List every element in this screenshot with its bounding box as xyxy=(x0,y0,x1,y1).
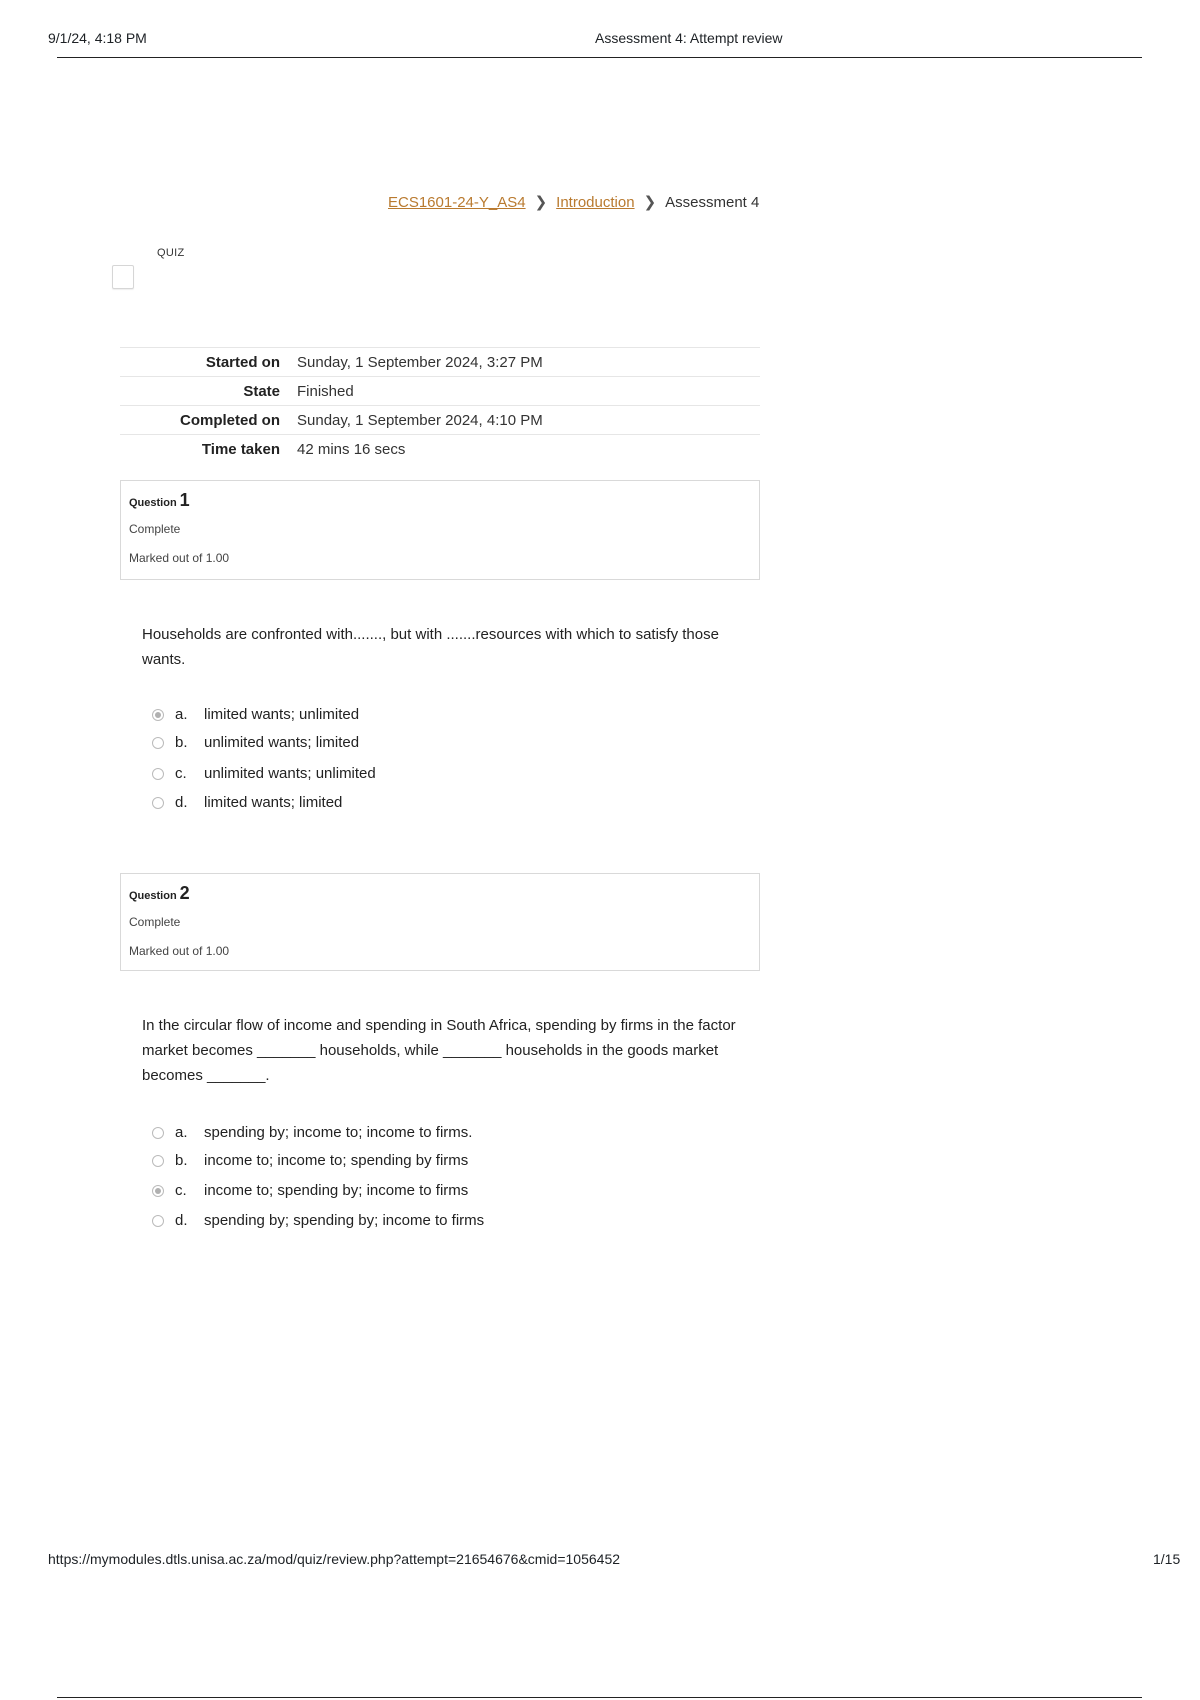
answer-letter: a. xyxy=(175,1124,188,1141)
summary-label: Time taken xyxy=(201,440,280,458)
answer-letter: d. xyxy=(175,1212,188,1229)
answer-letter: a. xyxy=(175,706,188,723)
answer-text: spending by; income to; income to firms. xyxy=(204,1124,473,1141)
chevron-right-icon: ❯ xyxy=(643,194,657,211)
answer-letter: b. xyxy=(175,734,188,751)
radio-icon[interactable] xyxy=(152,737,164,749)
breadcrumb-section-link[interactable]: Introduction xyxy=(556,193,635,211)
print-footer-url: https://mymodules.dtls.unisa.ac.za/mod/quiz/review.php?attempt=21654676&cmid=1056452 xyxy=(48,1551,621,1567)
chevron-right-icon: ❯ xyxy=(534,194,548,211)
answer-option[interactable] xyxy=(152,1124,472,1141)
breadcrumb-current: Assessment 4 xyxy=(665,193,760,211)
radio-icon[interactable] xyxy=(152,1155,164,1167)
question-text: Households are confronted with......., but with .......resources with which to satisfy those wants. xyxy=(142,626,719,668)
radio-selected-icon[interactable] xyxy=(152,1185,164,1197)
question-text: In the circular flow of income and spending in South Africa, spending by firms in the factor market becomes _______ households, while _______ households in the goods market becomes _______. xyxy=(142,1017,736,1084)
question-info-box xyxy=(120,480,760,580)
summary-row-time-taken xyxy=(120,435,760,464)
question-state: Complete xyxy=(129,522,181,536)
print-datetime: 9/1/24, 4:18 PM xyxy=(48,30,147,46)
answer-text: limited wants; unlimited xyxy=(204,706,360,723)
question-info-box xyxy=(120,873,760,971)
radio-icon[interactable] xyxy=(152,1127,164,1139)
answer-option[interactable] xyxy=(152,1182,468,1199)
answer-text: unlimited wants; limited xyxy=(204,734,360,751)
summary-label: Started on xyxy=(205,353,280,371)
answer-option[interactable] xyxy=(152,706,359,723)
answer-text: income to; income to; spending by firms xyxy=(204,1152,469,1169)
print-page-title: Assessment 4: Attempt review xyxy=(595,30,783,46)
question-label: Question xyxy=(129,890,177,902)
radio-icon[interactable] xyxy=(152,768,164,780)
answer-letter: c. xyxy=(175,765,187,782)
answer-option[interactable] xyxy=(152,734,359,751)
attempt-summary-table xyxy=(120,347,760,463)
summary-value: Sunday, 1 September 2024, 3:27 PM xyxy=(297,353,543,371)
answer-letter: c. xyxy=(175,1182,187,1199)
question-number-value: 2 xyxy=(179,883,190,903)
answer-option[interactable] xyxy=(152,794,342,811)
question-state: Complete xyxy=(129,915,181,929)
question-number xyxy=(129,490,190,511)
breadcrumb-course-link[interactable]: ECS1601-24-Y_AS4 xyxy=(388,193,526,211)
answer-option[interactable] xyxy=(152,1152,468,1169)
breadcrumb xyxy=(388,193,759,211)
document-icon xyxy=(112,265,134,289)
page-break-divider xyxy=(57,1697,1142,1698)
answer-text: spending by; spending by; income to firms xyxy=(204,1212,485,1229)
summary-label: Completed on xyxy=(180,411,280,429)
question-grade: Marked out of 1.00 xyxy=(129,551,230,565)
summary-value: Sunday, 1 September 2024, 4:10 PM xyxy=(297,411,543,429)
summary-label: State xyxy=(243,382,280,400)
answer-text: limited wants; limited xyxy=(204,794,343,811)
summary-row-completed xyxy=(120,406,760,435)
summary-row-started xyxy=(120,348,760,377)
question-number xyxy=(129,883,190,904)
answer-letter: b. xyxy=(175,1152,188,1169)
answer-letter: d. xyxy=(175,794,188,811)
activity-type-label: QUIZ xyxy=(157,247,185,259)
radio-icon[interactable] xyxy=(152,797,164,809)
question-grade: Marked out of 1.00 xyxy=(129,944,230,958)
summary-row-state xyxy=(120,377,760,406)
answer-option[interactable] xyxy=(152,1212,484,1229)
print-page-number: 1/15 xyxy=(1153,1551,1181,1567)
answer-text: income to; spending by; income to firms xyxy=(204,1182,469,1199)
radio-icon[interactable] xyxy=(152,1215,164,1227)
header-divider xyxy=(57,57,1142,58)
summary-value: 42 mins 16 secs xyxy=(297,440,406,458)
question-number-value: 1 xyxy=(179,490,190,510)
answer-option[interactable] xyxy=(152,765,376,782)
answer-text: unlimited wants; unlimited xyxy=(204,765,376,782)
question-label: Question xyxy=(129,497,177,509)
radio-selected-icon[interactable] xyxy=(152,709,164,721)
summary-value: Finished xyxy=(297,382,354,400)
